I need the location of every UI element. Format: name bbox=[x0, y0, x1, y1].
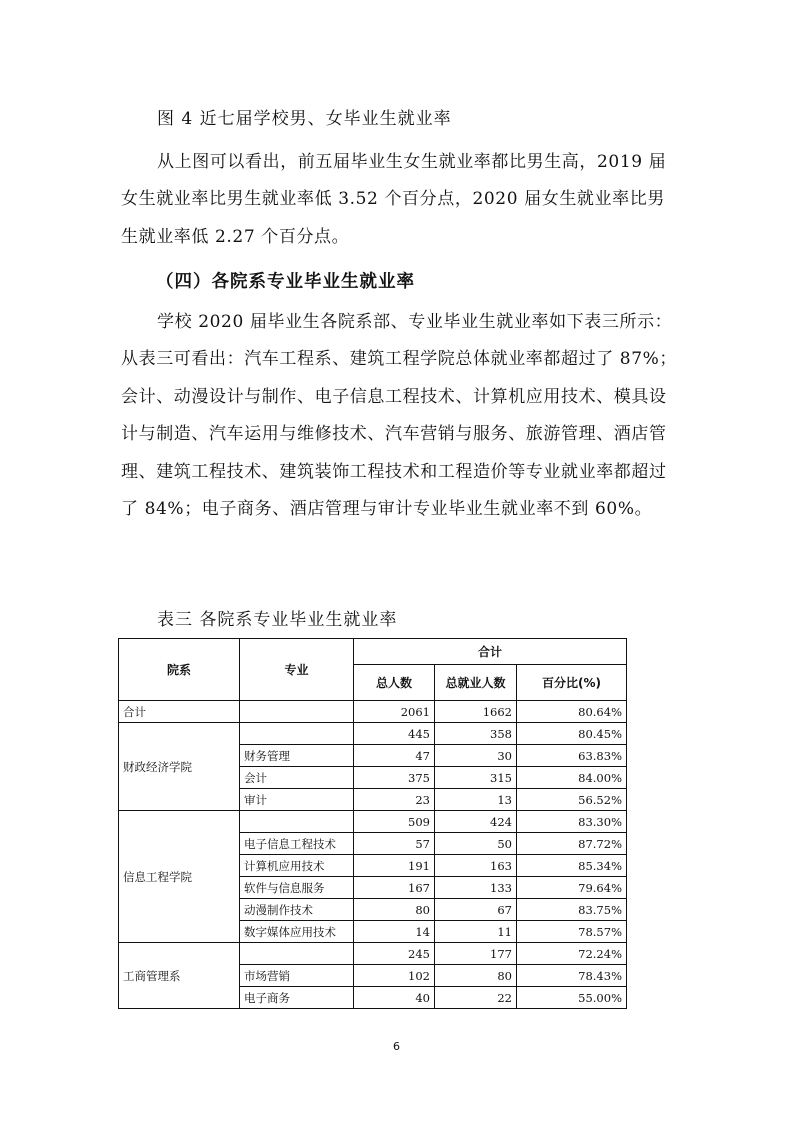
table-cell-pct: 83.30% bbox=[517, 811, 627, 833]
table-cell-employed: 80 bbox=[435, 965, 517, 987]
table-cell-total: 375 bbox=[354, 767, 435, 789]
grand-total-employed: 1662 bbox=[435, 701, 517, 723]
table-cell-major: 软件与信息服务 bbox=[240, 877, 354, 899]
employment-rate-table bbox=[118, 638, 627, 1009]
header-pct: 百分比(%) bbox=[517, 665, 627, 701]
table-cell-pct: 78.57% bbox=[517, 921, 627, 943]
section-heading: （四）各院系专业毕业生就业率 bbox=[156, 272, 415, 292]
header-employed: 总就业人数 bbox=[435, 665, 517, 701]
table-cell-pct: 78.43% bbox=[517, 965, 627, 987]
table-cell-pct: 84.00% bbox=[517, 767, 627, 789]
table-cell-employed: 50 bbox=[435, 833, 517, 855]
header-major: 专业 bbox=[240, 639, 354, 701]
table-cell-major: 动漫制作技术 bbox=[240, 899, 354, 921]
table-cell-employed: 163 bbox=[435, 855, 517, 877]
table-cell-major: 电子商务 bbox=[240, 987, 354, 1009]
table-cell-pct: 72.24% bbox=[517, 943, 627, 965]
table-caption: 表三 各院系专业毕业生就业率 bbox=[157, 610, 398, 630]
header-dept: 院系 bbox=[119, 639, 240, 701]
figure-caption: 图 4 近七届学校男、女毕业生就业率 bbox=[157, 109, 452, 129]
dept-name: 财政经济学院 bbox=[119, 723, 240, 811]
table-cell-employed: 13 bbox=[435, 789, 517, 811]
table-cell-major: 市场营销 bbox=[240, 965, 354, 987]
table-cell-major: 审计 bbox=[240, 789, 354, 811]
table-cell-major bbox=[240, 811, 354, 833]
table-cell-pct: 80.45% bbox=[517, 723, 627, 745]
table-row-subtotal bbox=[119, 811, 627, 833]
table-cell-pct: 63.83% bbox=[517, 745, 627, 767]
table-cell-major: 电子信息工程技术 bbox=[240, 833, 354, 855]
table-header-row-1 bbox=[119, 639, 627, 665]
table-cell-major bbox=[240, 943, 354, 965]
table-cell-employed: 315 bbox=[435, 767, 517, 789]
page-number: 6 bbox=[393, 1040, 400, 1053]
table-row-grand-total bbox=[119, 701, 627, 723]
table-cell-employed: 177 bbox=[435, 943, 517, 965]
table-cell-total: 47 bbox=[354, 745, 435, 767]
grand-total-major bbox=[240, 701, 354, 723]
table-cell-major: 计算机应用技术 bbox=[240, 855, 354, 877]
table-cell-pct: 83.75% bbox=[517, 899, 627, 921]
table-cell-total: 509 bbox=[354, 811, 435, 833]
table-cell-total: 102 bbox=[354, 965, 435, 987]
table-cell-major: 数字媒体应用技术 bbox=[240, 921, 354, 943]
table-cell-employed: 424 bbox=[435, 811, 517, 833]
table-cell-major: 财务管理 bbox=[240, 745, 354, 767]
dept-name: 信息工程学院 bbox=[119, 811, 240, 943]
paragraph-2-text: 学校 2020 届毕业生各院系部、专业毕业生就业率如下表三所示：从表三可看出：汽车工程系、建筑工程学院总体就业率都超过了 87%；会计、动漫设计与制作、电子信息工程技术、计算机应用技术、模具设计与制造、汽车运用与维修技术、汽车营销与服务、旅游管理、酒店管理、建筑工程技术、建筑装饰工程技术和工程造价等专业就业率都超过了 84%；电子商务、酒店管理与审计专业毕业生就业率不到 60%。 bbox=[121, 312, 677, 520]
table-cell-total: 14 bbox=[354, 921, 435, 943]
table-cell-employed: 133 bbox=[435, 877, 517, 899]
table-cell-total: 23 bbox=[354, 789, 435, 811]
table-cell-total: 80 bbox=[354, 899, 435, 921]
table-cell-pct: 85.34% bbox=[517, 855, 627, 877]
grand-total-label: 合计 bbox=[119, 701, 240, 723]
dept-name: 工商管理系 bbox=[119, 943, 240, 1009]
table-cell-total: 245 bbox=[354, 943, 435, 965]
table-cell-employed: 358 bbox=[435, 723, 517, 745]
paragraph-department-summary bbox=[121, 304, 681, 528]
table-cell-total: 445 bbox=[354, 723, 435, 745]
table-cell-total: 191 bbox=[354, 855, 435, 877]
table-row-subtotal bbox=[119, 943, 627, 965]
table-cell-major: 会计 bbox=[240, 767, 354, 789]
header-total-group: 合计 bbox=[354, 639, 627, 665]
table-cell-employed: 67 bbox=[435, 899, 517, 921]
header-total: 总人数 bbox=[354, 665, 435, 701]
table-cell-pct: 55.00% bbox=[517, 987, 627, 1009]
table-cell-pct: 56.52% bbox=[517, 789, 627, 811]
table-cell-total: 57 bbox=[354, 833, 435, 855]
table-cell-pct: 87.72% bbox=[517, 833, 627, 855]
table-cell-total: 167 bbox=[354, 877, 435, 899]
grand-total-pct: 80.64% bbox=[517, 701, 627, 723]
paragraph-gender-comparison bbox=[121, 144, 681, 256]
table-cell-pct: 79.64% bbox=[517, 877, 627, 899]
grand-total-count: 2061 bbox=[354, 701, 435, 723]
table-cell-employed: 22 bbox=[435, 987, 517, 1009]
table-cell-employed: 30 bbox=[435, 745, 517, 767]
table-cell-total: 40 bbox=[354, 987, 435, 1009]
table-row-subtotal bbox=[119, 723, 627, 745]
table-cell-major bbox=[240, 723, 354, 745]
paragraph-1-text: 从上图可以看出，前五届毕业生女生就业率都比男生高，2019 届女生就业率比男生就业率低 3.52 个百分点，2020 届女生就业率比男生就业率低 2.27 个百分点。 bbox=[121, 152, 667, 247]
table-cell-employed: 11 bbox=[435, 921, 517, 943]
